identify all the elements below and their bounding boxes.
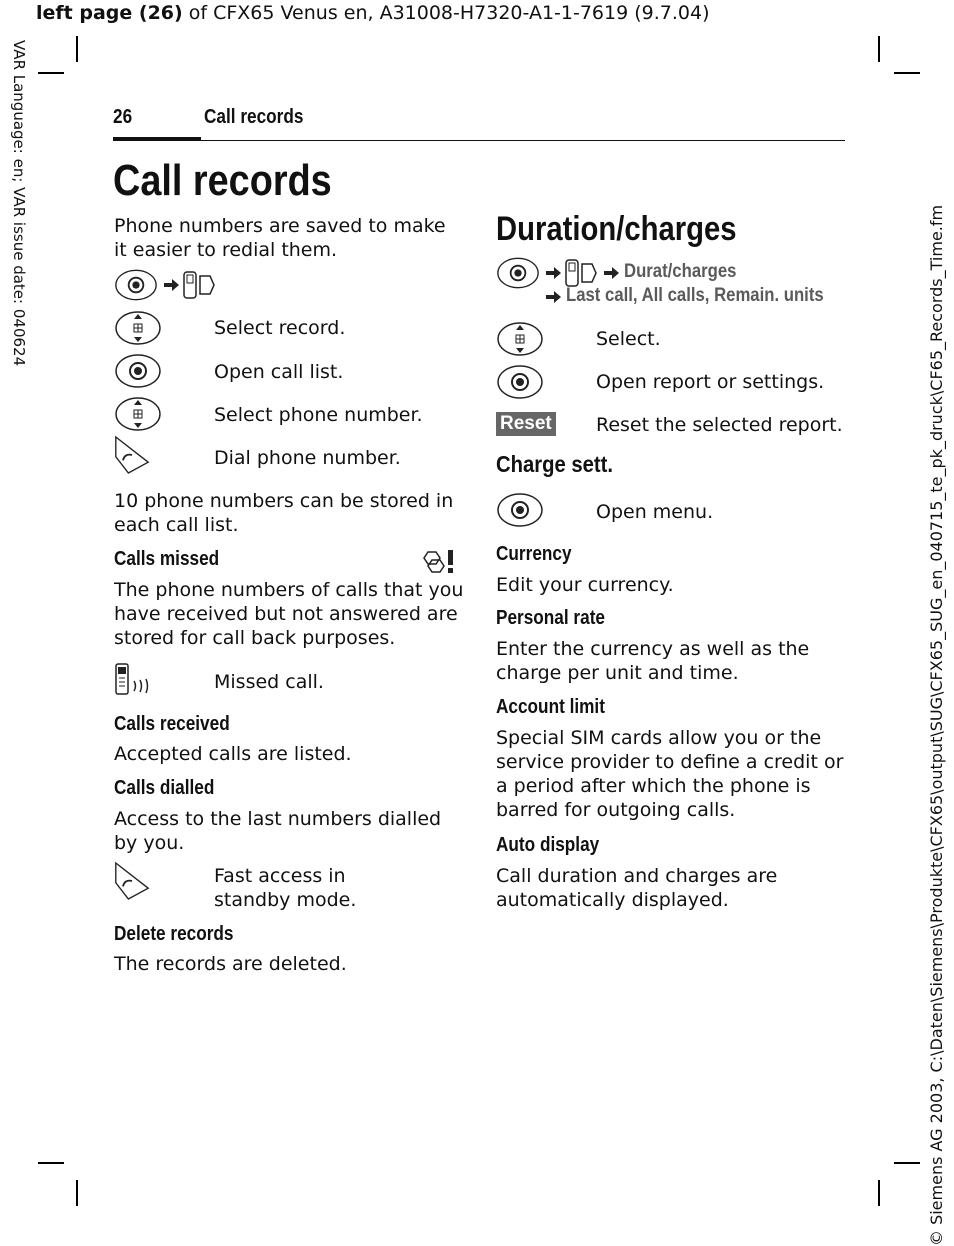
auto-display-heading: Auto display [496, 834, 600, 856]
step-label: Open report or settings. [596, 371, 825, 393]
var-language-note: VAR Language: en; VAR issue date: 040624 [10, 40, 28, 367]
call-key-icon [114, 434, 150, 476]
auto-display-text: Call duration and charges are automatically displayed. [496, 865, 778, 911]
call-key-icon [114, 860, 150, 902]
calls-missed-text: The phone numbers of calls that you have received but not answered are stored for call back purposes. [114, 579, 464, 649]
delete-records-heading: Delete records [114, 923, 234, 945]
crop-mark [38, 1162, 64, 1164]
nav-updown-icon [496, 321, 544, 357]
arrow-icon [546, 290, 562, 304]
intro-text: Phone numbers are saved to make it easier to redial them. [114, 215, 446, 261]
center-key-icon [496, 256, 540, 290]
crop-mark [878, 1180, 880, 1206]
step-row [114, 353, 464, 397]
step-label: Open menu. [596, 501, 714, 523]
duration-charges-title: Duration/charges [496, 210, 737, 248]
calls-missed-heading: Calls missed [114, 548, 220, 570]
shortcut-line-2: standby mode. [214, 889, 357, 911]
page-number: 26 [113, 106, 133, 128]
step-label: Select phone number. [214, 404, 423, 426]
step-label: Select record. [214, 317, 346, 339]
arrow-icon [164, 278, 180, 292]
shortcut-line-1: Fast access in [214, 865, 346, 887]
crop-mark [76, 36, 78, 62]
personal-rate-text: Enter the currency as well as the charge per unit and time. [496, 638, 810, 684]
arrow-icon [546, 266, 562, 280]
currency-heading: Currency [496, 543, 572, 565]
center-key-icon [496, 364, 544, 400]
step-label: Select. [596, 328, 661, 350]
step-row [114, 860, 464, 912]
account-limit-text: Special SIM cards allow you or the service provider to define a credit or a period after which the phone is barred for outgoing calls. [496, 727, 844, 821]
step-label: Missed call. [214, 671, 324, 693]
reset-softkey: Reset [496, 412, 556, 436]
menu-icon [182, 270, 216, 300]
crop-mark [878, 36, 880, 62]
crop-mark [894, 72, 920, 74]
step-row [114, 434, 464, 478]
header-rule [113, 140, 845, 141]
calls-dialled-text: Access to the last numbers dialled by you. [114, 808, 442, 854]
step-row [496, 321, 846, 365]
center-key-icon [114, 268, 158, 302]
print-meta-page: left page (26) [36, 2, 183, 24]
charge-sett-heading: Charge sett. [496, 451, 613, 477]
missed-call-icon [114, 662, 158, 698]
capacity-text: 10 phone numbers can be stored in each call list. [114, 490, 454, 536]
step-row [496, 492, 846, 536]
running-header-title: Call records [204, 106, 304, 128]
nav-updown-icon [114, 310, 162, 346]
delete-records-text: The records are deleted. [114, 953, 347, 975]
currency-text: Edit your currency. [496, 574, 674, 596]
step-row [114, 660, 464, 704]
menu-path-1: Durat/charges [624, 261, 737, 282]
step-row [496, 364, 846, 408]
calls-received-heading: Calls received [114, 713, 230, 735]
menu-icon [564, 258, 598, 288]
calls-received-text: Accepted calls are listed. [114, 743, 352, 765]
step-label: Dial phone number. [214, 447, 401, 469]
crop-mark [76, 1180, 78, 1206]
step-label: Reset the selected report. [596, 414, 843, 436]
print-meta-doc: of CFX65 Venus en, A31008-H7320-A1-1-7619 (9.7.04) [182, 2, 710, 24]
arrow-icon [604, 266, 620, 280]
print-meta-line [36, 2, 709, 24]
personal-rate-heading: Personal rate [496, 607, 605, 629]
nav-updown-icon [114, 396, 162, 432]
network-service-icon [422, 548, 458, 574]
file-path-margin [920, 0, 954, 1246]
menu-path-2: Last call, All calls, Remain. units [566, 285, 824, 306]
step-row [114, 310, 464, 354]
calls-dialled-heading: Calls dialled [114, 777, 215, 799]
crop-mark [894, 1162, 920, 1164]
crop-mark [38, 72, 64, 74]
step-label: Open call list. [214, 361, 344, 383]
file-path-text: © Siemens AG 2003, C:\Daten\Siemens\Produkte\CFX65\output\SUG\CFX65_SUG_en_040715_te_pk_druck\CF65_Records_Time.fm [927, 204, 946, 1246]
center-key-icon [496, 492, 544, 528]
account-limit-heading: Account limit [496, 696, 605, 718]
step-row [496, 410, 846, 454]
key-path [496, 256, 846, 312]
center-key-icon [114, 353, 162, 389]
page-title: Call records [113, 156, 332, 205]
